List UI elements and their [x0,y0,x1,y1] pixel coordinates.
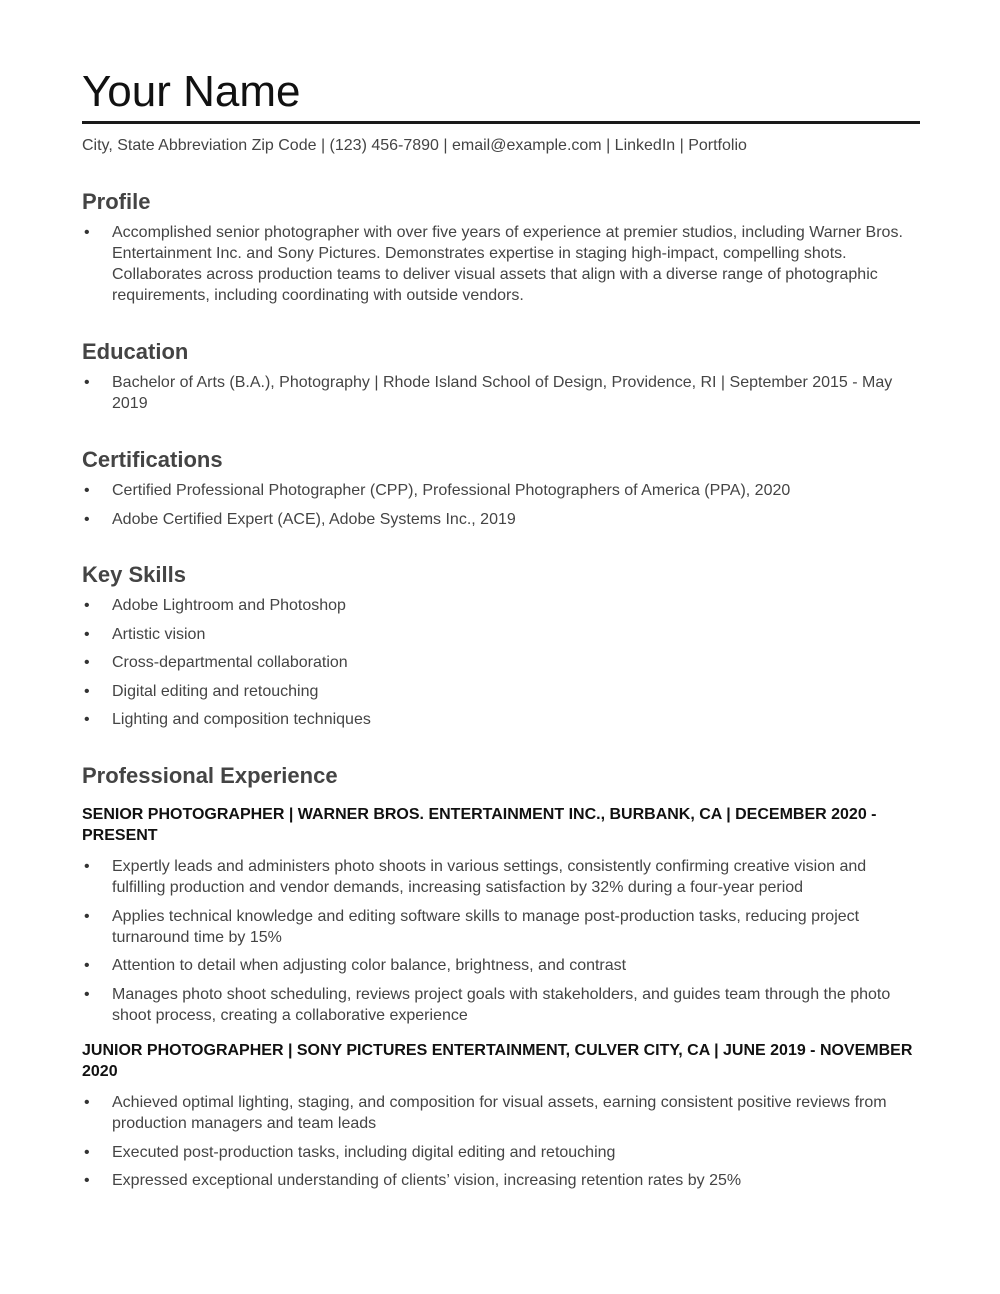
profile-item: • Accomplished senior photographer with over five years of experience at premier studios, including Warner Bros. Entertainment Inc. and Sony Pictures. Demonstrates expertise in staging high-impact, compelling shots. Collaborates across production teams to deliver visual assets that align with a diverse range of photographic requirements, including coordinating with outside vendors. [82,222,920,306]
skill-item: • Cross-departmental collaboration [82,652,920,673]
job-title-junior: JUNIOR PHOTOGRAPHER | SONY PICTURES ENTERTAINMENT, CULVER CITY, CA | JUNE 2019 - NOVEMBER 2020 [82,1042,913,1080]
skills-heading: Key Skills [82,562,186,587]
contact-line: City, State Abbreviation Zip Code | (123) 456-7890 | email@example.com | LinkedIn | Portfolio [82,137,747,154]
job-bullet: • Expertly leads and administers photo shoots in various settings, consistently confirming creative vision and fulfilling production and vendor demands, increasing satisfaction by 32% during a four-year period [82,856,920,898]
skill-item: • Digital editing and retouching [82,681,920,702]
education-item: • Bachelor of Arts (B.A.), Photography | Rhode Island School of Design, Providence, RI | September 2015 - May 2019 [82,372,920,414]
skills-list [82,595,920,730]
resume-name: Your Name [82,67,301,116]
job-bullets-junior [82,1092,920,1191]
job-bullet: • Executed post-production tasks, including digital editing and retouching [82,1142,920,1163]
job-bullet: • Applies technical knowledge and editing software skills to manage post-production tasks, reducing project turnaround time by 15% [82,906,920,948]
education-list [82,372,920,414]
job-bullet: • Expressed exceptional understanding of clients’ vision, increasing retention rates by 25% [82,1170,920,1191]
profile-list [82,222,920,306]
job-bullet: • Achieved optimal lighting, staging, and composition for visual assets, earning consistent positive reviews from production managers and team leads [82,1092,920,1134]
header-divider [82,121,920,124]
job-bullets-senior [82,856,920,1026]
job-bullet: • Attention to detail when adjusting color balance, brightness, and contrast [82,955,920,976]
certification-item: • Adobe Certified Expert (ACE), Adobe Systems Inc., 2019 [82,509,920,530]
skill-item: • Adobe Lightroom and Photoshop [82,595,920,616]
job-title-senior: SENIOR PHOTOGRAPHER | WARNER BROS. ENTERTAINMENT INC., BURBANK, CA | DECEMBER 2020 - PRESENT [82,806,877,844]
certification-item: • Certified Professional Photographer (CPP), Professional Photographers of America (PPA), 2020 [82,480,920,501]
certifications-list [82,480,920,530]
skill-item: • Lighting and composition techniques [82,709,920,730]
experience-heading: Professional Experience [82,763,338,788]
education-heading: Education [82,339,189,364]
job-bullet: • Manages photo shoot scheduling, reviews project goals with stakeholders, and guides team through the photo shoot process, creating a collaborative experience [82,984,920,1026]
skill-item: • Artistic vision [82,624,920,645]
certifications-heading: Certifications [82,447,223,472]
profile-heading: Profile [82,189,151,214]
